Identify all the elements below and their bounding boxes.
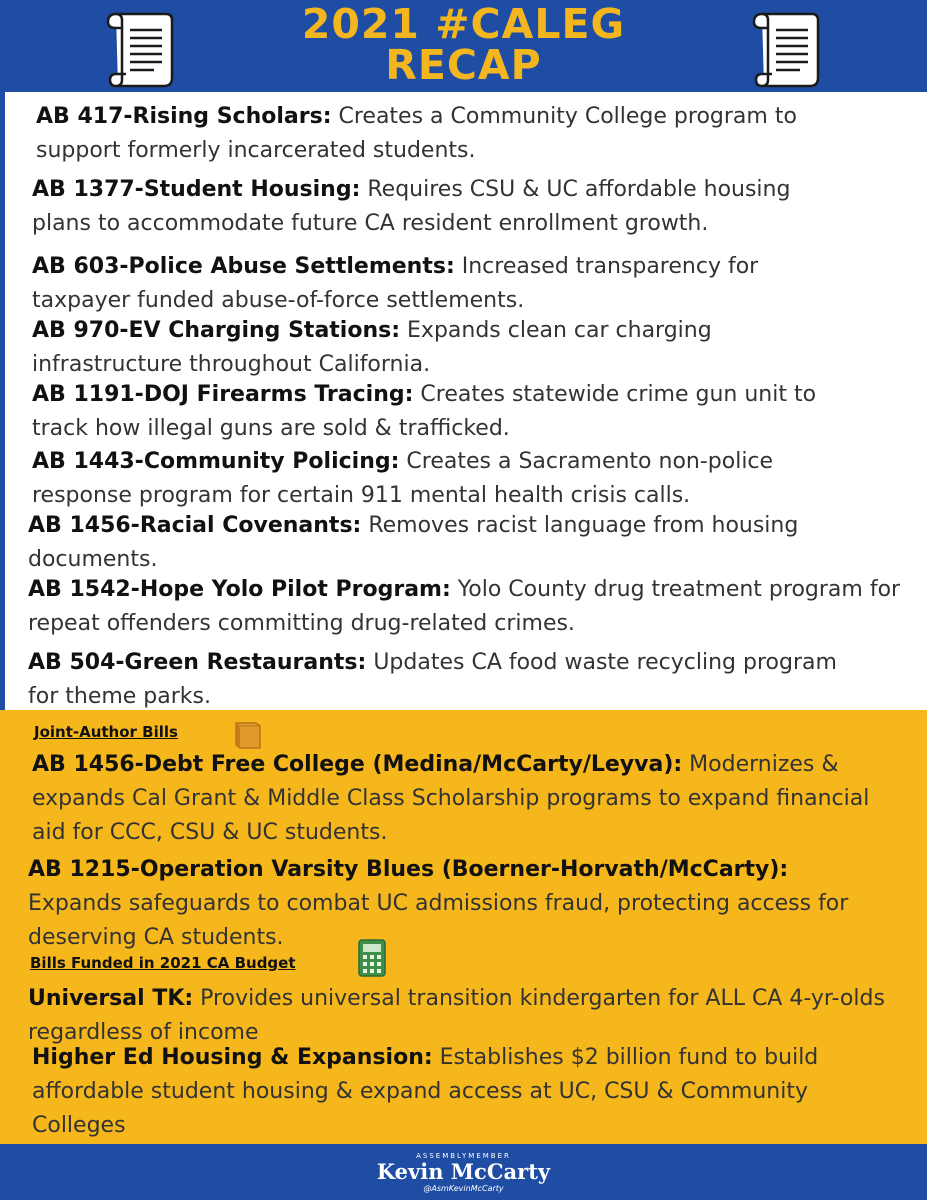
bill-entry <box>28 573 908 641</box>
bill-entry <box>28 509 828 577</box>
bill-entry <box>32 173 832 241</box>
bill-entry <box>28 982 898 1050</box>
bill-description: Establishes $2 billion fund to build affordable student housing & expand access at UC, CSU & Community Colleges <box>32 1045 819 1138</box>
bill-label: AB 504-Green Restaurants: <box>28 650 367 675</box>
bill-entry <box>28 646 868 714</box>
bill-label: AB 603-Police Abuse Settlements: <box>32 254 455 279</box>
bill-description: Updates CA food waste recycling program for theme parks. <box>28 650 837 709</box>
bill-label: AB 1377-Student Housing: <box>32 177 361 202</box>
bill-description: Yolo County drug treatment program for repeat offenders committing drug-related crimes. <box>28 577 901 636</box>
bill-label: AB 970-EV Charging Stations: <box>32 318 401 343</box>
joint-author-heading: Joint-Author Bills <box>34 723 178 741</box>
bill-entry <box>32 1041 852 1143</box>
bill-label: AB 1191-DOJ Firearms Tracing: <box>32 382 414 407</box>
bill-entry <box>32 748 892 850</box>
bill-entry <box>32 314 752 382</box>
bill-description: Creates a Community College program to support formerly incarcerated students. <box>36 104 797 163</box>
title-line-1: 2021 #CALEG <box>301 0 626 48</box>
bill-entry <box>32 250 802 318</box>
bill-description: Expands safeguards to combat UC admissions fraud, protecting access for deserving CA students. <box>28 891 849 950</box>
bill-entry <box>32 378 852 446</box>
bill-entry <box>28 853 888 955</box>
bill-description: Removes racist language from housing documents. <box>28 513 799 572</box>
logo-name: Kevin McCarty <box>376 1159 551 1184</box>
bill-description: Requires CSU & UC affordable housing plans to accommodate future CA resident enrollment growth. <box>32 177 791 236</box>
bill-label: AB 1542-Hope Yolo Pilot Program: <box>28 577 451 602</box>
scroll-icon <box>750 10 824 90</box>
bill-description: Creates a Sacramento non-police response program for certain 911 mental health crisis calls. <box>32 449 774 508</box>
bill-description: Modernizes & expands Cal Grant & Middle Class Scholarship programs to expand financial aid for CCC, CSU & UC students. <box>32 752 870 845</box>
bill-description: Creates statewide crime gun unit to track how illegal guns are sold & trafficked. <box>32 382 817 441</box>
bill-label: Higher Ed Housing & Expansion: <box>32 1045 433 1070</box>
bill-description: Expands clean car charging infrastructure throughout California. <box>32 318 712 377</box>
bill-label: AB 1443-Community Policing: <box>32 449 400 474</box>
footer-divider <box>0 1142 927 1144</box>
title-line-2: RECAP <box>385 41 542 89</box>
bill-entry <box>32 445 812 513</box>
bill-label: AB 1215-Operation Varsity Blues (Boerner-Horvath/McCarty): <box>28 857 789 882</box>
bill-description: Increased transparency for taxpayer funded abuse-of-force settlements. <box>32 254 759 313</box>
bill-entry <box>36 100 836 168</box>
bill-label: AB 1456-Racial Covenants: <box>28 513 362 538</box>
budget-heading: Bills Funded in 2021 CA Budget <box>30 954 296 972</box>
bill-description: Provides universal transition kindergarten for ALL CA 4-yr-olds regardless of income <box>28 986 885 1045</box>
calculator-icon <box>356 938 388 978</box>
logo-subtitle: ASSEMBLYMEMBER <box>416 1152 511 1160</box>
scroll-icon <box>104 10 178 90</box>
social-handle: @AsmKevinMcCarty <box>423 1184 504 1193</box>
bill-label: AB 417-Rising Scholars: <box>36 104 332 129</box>
bill-label: AB 1456-Debt Free College (Medina/McCarty/Leyva): <box>32 752 683 777</box>
bill-label: Universal TK: <box>28 986 194 1011</box>
